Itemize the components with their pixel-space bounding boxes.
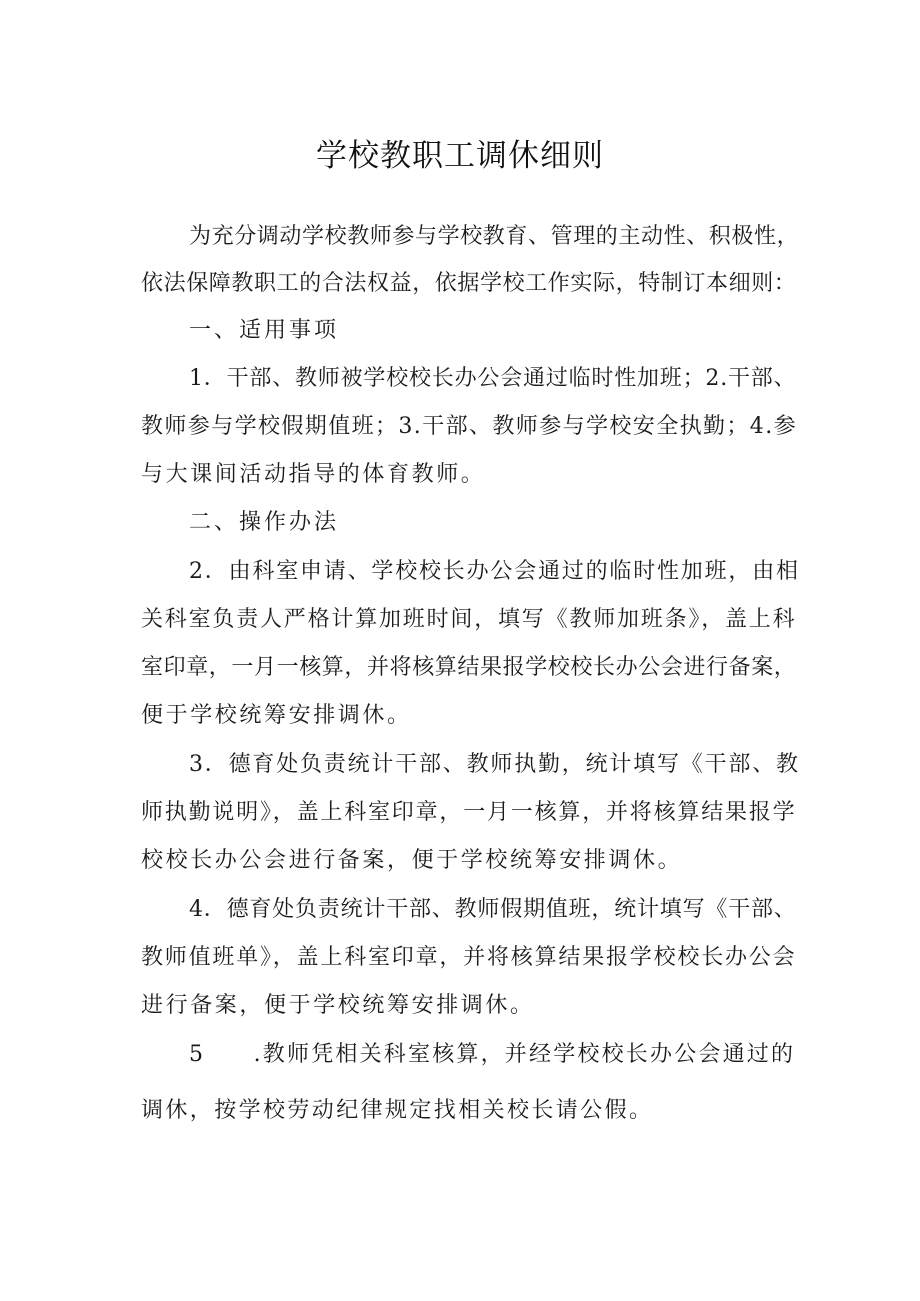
paragraph-line: 教师值班单》，盖上科室印章，并将核算结果报学校校长办公会 [141,945,797,970]
paragraph-line: 室印章，一月一核算，并将核算结果报学校校长办公会进行备案， [141,655,797,680]
document-title: 学校教职工调休细则 [316,138,604,174]
paragraph-line: 3．德育处负责统计干部、教师执勤，统计填写《干部、教 [189,752,800,777]
paragraph-line: 关科室负责人严格计算加班时间，填写《教师加班条》，盖上科 [141,607,797,632]
paragraph-line: 师执勤说明》，盖上科室印章，一月一核算，并将核算结果报学 [141,800,797,825]
paragraph-line: 5 .教师凭相关科室核算，并经学校校长办公会通过的 [189,1042,796,1067]
paragraph-line: 与大课间活动指导的体育教师。 [141,462,486,487]
paragraph-line: 为充分调动学校教师参与学校教育、管理的主动性、积极性， [189,224,800,249]
paragraph-line: 调休，按学校劳动纪律规定找相关校长请公假。 [141,1098,654,1123]
paragraph-line: 校校长办公会进行备案，便于学校统筹安排调休。 [141,848,683,873]
paragraph-line: 1．干部、教师被学校校长办公会通过临时性加班；2.干部、 [189,366,797,391]
paragraph-line: 2．由科室申请、学校校长办公会通过的临时性加班，由相 [189,559,800,584]
paragraph-line: 便于学校统筹安排调休。 [141,703,412,728]
paragraph-line: 教师参与学校假期值班；3.干部、教师参与学校安全执勤；4.参 [141,414,797,439]
section-heading: 一、适用事项 [189,318,340,343]
paragraph-line: 进行备案，便于学校统筹安排调休。 [141,993,535,1018]
section-heading: 二、操作办法 [189,510,340,535]
paragraph-line: 依法保障教职工的合法权益，依据学校工作实际，特制订本细则： [141,271,797,296]
paragraph-line: 4．德育处负责统计干部、教师假期值班，统计填写《干部、 [189,897,797,922]
